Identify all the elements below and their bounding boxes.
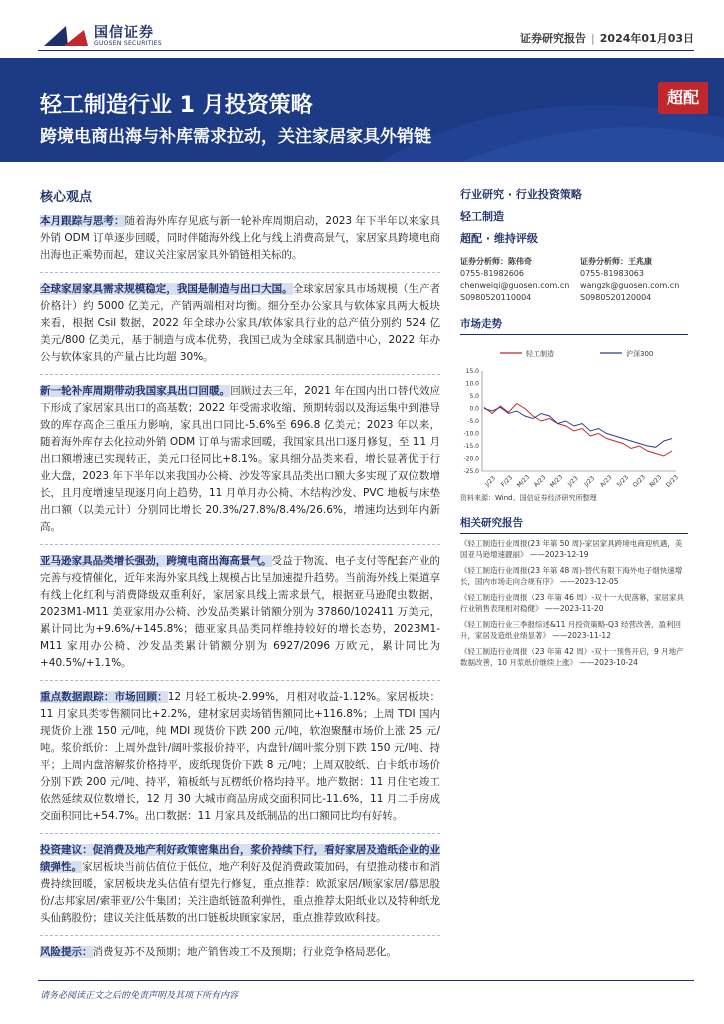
analyst-card: 证券分析师：王兆康 0755-81983063 wangzk@guosen.com.cn S0980520120004 (580, 256, 686, 304)
market-trend-title: 市场走势 (460, 316, 688, 335)
chart-source: 资料来源：Wind、国信证券经济研究所整理 (460, 494, 597, 502)
logo-text-en: GUOSEN SECURITIES (94, 40, 163, 47)
industry-name: 轻工制造 (460, 210, 504, 223)
related-report-item[interactable]: 《轻工制造行业周报（23 年第 42 周）-双十一预售开启，9 月地产数据改善，10 月浆纸价继续上涨》 ——2023-10-24 (460, 647, 684, 667)
y-tick-label: -10.0 (463, 430, 479, 438)
paragraph-amazon: 亚马逊家具品类增长强劲，跨境电商出海高景气。受益于物流、电子支付等配套产业的完善与疫情催化，近年来海外家具线上规模占比呈加速提升趋势。当前海外线上渠道享有线上化红利与消费降级双重利好，家居家具线上需求景气，根据亚马逊爬虫数据，2023M1-M11 美亚家用办公椅、沙发品类累计销额分别为 37860/102411 万美元，累计同比为+9.6%/+145.8%；德亚家具品类同样维持较好的增长态势，2023M1-M11 家用办公椅、沙发品类累计销额分别为 6927/2096 万欧元，累计同比为+40.5%/+1.1%。 (40, 555, 440, 669)
analyst-email[interactable]: chenweiqi@guosen.com.cn (460, 281, 570, 290)
title-banner (0, 58, 724, 162)
series-line-沪深300 (484, 407, 672, 447)
series-line-轻工制造 (484, 404, 672, 457)
report-meta: 证券研究报告 | 2024年01月03日 (520, 32, 694, 45)
report-title: 轻工制造行业 1 月投资策略 (40, 93, 313, 118)
paragraph-tracking: 本月跟踪与思考：随着海外库存见底与新一轮补库周期启动，2023 年下半年以来家具外销 ODM 订单逐步回暖，同时伴随海外线上化与线上消费高景气，家居家具跨境电商出海也正乘势而起，建议关注家居家具外销链相关标的。 (40, 215, 441, 261)
analysts (460, 256, 688, 304)
related-reports-list (460, 538, 688, 668)
divider (40, 544, 440, 545)
sidebar-column (460, 186, 688, 673)
x-tick-label: J/23 (583, 474, 597, 488)
related-reports-title: 相关研究报告 (460, 515, 688, 534)
divider (40, 272, 440, 273)
top-header (0, 0, 724, 58)
core-views-column (40, 186, 440, 969)
y-tick-label: 15.0 (465, 368, 479, 375)
analyst-email[interactable]: wangzk@guosen.com.cn (580, 281, 680, 290)
paragraph-risk: 风险提示：消费复苏不及预期；地产销售竣工不及预期；行业竞争格局恶化。 (40, 946, 397, 958)
footer-disclaimer: 请务必阅读正文之后的免责声明及其项下所有内容 (40, 991, 239, 1001)
report-subtitle: 跨境电商出海与补库需求拉动，关注家居家具外销链 (40, 127, 431, 147)
divider (40, 374, 440, 375)
paragraph-export-recovery: 新一轮补库周期带动我国家具出口回暖。回顾过去三年，2021 年在国内出口替代效应下形成了家居家具出口的高基数；2022 年受需求收缩、预期转弱以及海运集中到港导致的库存高企三重压力影响，家具出口同比-5.6%至 696.8 亿美元；2023 年以来，随着海外库存去化拉动外销 ODM 订单与需求回暖，我国家具出口逐月修复，至 11 月出口额增速已实现转正，美元口径同比+8.1%。家具细分品类来看，增长显著优于行业大盘，2023 年下半年以来我国办公椅、沙发等家具品类出口额大多实现了双位数增长，且月度增速呈现逐月向上趋势，11 月单月办公椅、木结构沙发、PVC 地板与床垫出口额（以美元计）分别同比增长 20.3%/27.8%/8.4%/26.6%，增速均达到年内新高。 (40, 385, 441, 533)
report-category: 行业研究 · 行业投资策略 (460, 188, 582, 201)
y-tick-label: -25.0 (463, 468, 479, 475)
x-tick-label: J/23 (566, 474, 580, 488)
y-tick-label: -20.0 (463, 455, 479, 463)
section-title: 核心观点 (40, 190, 93, 205)
footer-divider (38, 980, 694, 981)
analyst-card: 证券分析师：陈伟奇 0755-81982606 chenweiqi@guosen.com.cn S0980520110004 (460, 257, 570, 302)
related-report-item[interactable]: 《轻工制造行业周报（23 年第 46 周）-双十一大促落幕，家居家具行业销售表现相对稳健》 ——2023-11-20 (460, 593, 684, 613)
y-tick-label: 10.0 (465, 380, 479, 388)
legend-label: 沪深300 (626, 350, 654, 358)
market-trend-chart (460, 339, 688, 489)
paragraph-key-data: 重点数据跟踪：市场回顾：12 月轻工板块-2.99%，月相对收益-1.12%。家居板块：11 月家具类零售额同比+2.2%，建材家居卖场销售额同比+116.8%；上周 TDI 国内现货价上涨 150 元/吨，纯 MDI 现货价下跌 200 元/吨，软泡聚醚市场价上涨 25 元/吨。浆价纸价：上周外盘针/阔叶浆报价持平，内盘针/阔叶浆分别下跌 150 元/吨、持平；上周内盘溶解浆价格持平，废纸现货价下跌 8 元/吨；上周双胶纸、白卡纸市场价分别下跌 200 元/吨、持平，箱板纸与瓦楞纸价格均持平。地产数据：11 月住宅竣工依然延续双位数增长，12 月 30 大城市商品房成交面积同比-11.6%，11 月二手房成交面积同比+54.7%。出口数据：11 月家具及纸制品的出口额同比均有好转。 (40, 691, 440, 822)
trend-chart-svg (460, 339, 688, 489)
paragraph-investment: 投资建议：促消费及地产利好政策密集出台，浆价持续下行，看好家居及造纸企业的业绩弹性。家居板块当前估值位于低位，地产利好及促消费政策加码，有望推动楼市和消费持续回暖，家居板块龙头估值有望先行修复，重点推荐：欧派家居/顾家家居/慕思股份/志邦家居/索菲亚/公牛集团；关注造纸链盈利弹性，重点推荐太阳纸业以及特种纸龙头仙鹤股份；建议关注低基数的出口链板块顾家家居，重点推荐致欧科技。 (40, 844, 440, 924)
report-date: 2024年01月03日 (599, 32, 694, 45)
related-report-item[interactable]: 《轻工制造行业周报(23 年第 50 周)-家居家具跨境电商迎机遇，美国亚马逊增速靓丽》 ——2023-12-19 (460, 539, 683, 559)
x-tick-label: J/23 (483, 474, 497, 488)
company-logo (44, 20, 174, 52)
rating-text: 超配 · 维持评级 (460, 232, 538, 245)
x-tick-label: M/23 (548, 473, 565, 489)
legend-label: 轻工制造 (526, 350, 554, 358)
x-tick-label: F/23 (499, 474, 515, 489)
x-tick-label: N/23 (648, 473, 664, 489)
paragraph-global-demand: 全球家居家具需求规模稳定，我国是制造与出口大国。全球家居家具市场规模（生产者价格计）约 5000 亿美元，产销两端相对均衡。细分至办公家具与软体家具两大板块来看，根据 Csil 数据，2022 年全球办公家具/软体家具行业的总产值分别约 524 亿美元/800 亿美元，基于制造与成本优势，我国已成为全球家具制造中心，2022 年办公与软体家具的产量占比均超 30%。 (40, 283, 441, 363)
y-tick-label: 5.0 (469, 393, 479, 400)
logo-text-cn: 国信证券 (94, 25, 154, 41)
y-tick-label: 0.0 (469, 405, 479, 413)
x-tick-label: A/23 (532, 474, 548, 489)
x-tick-label: A/23 (598, 474, 614, 489)
header-divider (38, 50, 694, 51)
related-report-item[interactable]: 《轻工制造行业三季报综述&11 月投资策略-Q3 经营改善，盈利回升，家居及造纸业绩显著》 ——2023-11-12 (460, 620, 682, 640)
y-tick-label: -15.0 (463, 443, 479, 450)
x-tick-label: D/23 (664, 473, 680, 489)
divider (40, 935, 440, 936)
divider (40, 833, 440, 834)
divider (40, 680, 440, 681)
y-tick-label: -5.0 (467, 418, 479, 425)
report-type: 证券研究报告 (520, 32, 587, 45)
x-tick-label: M/23 (515, 473, 532, 489)
x-tick-label: S/23 (615, 474, 630, 489)
related-report-item[interactable]: 《轻工制造行业周报(23 年第 48 周)-替代有限下海外电子烟快速增长，国内市场走向合规有序》 ——2023-12-05 (460, 566, 683, 586)
rating-badge: 超配 (658, 82, 708, 114)
x-tick-label: O/23 (631, 473, 647, 489)
logo-mark-icon (44, 24, 88, 46)
